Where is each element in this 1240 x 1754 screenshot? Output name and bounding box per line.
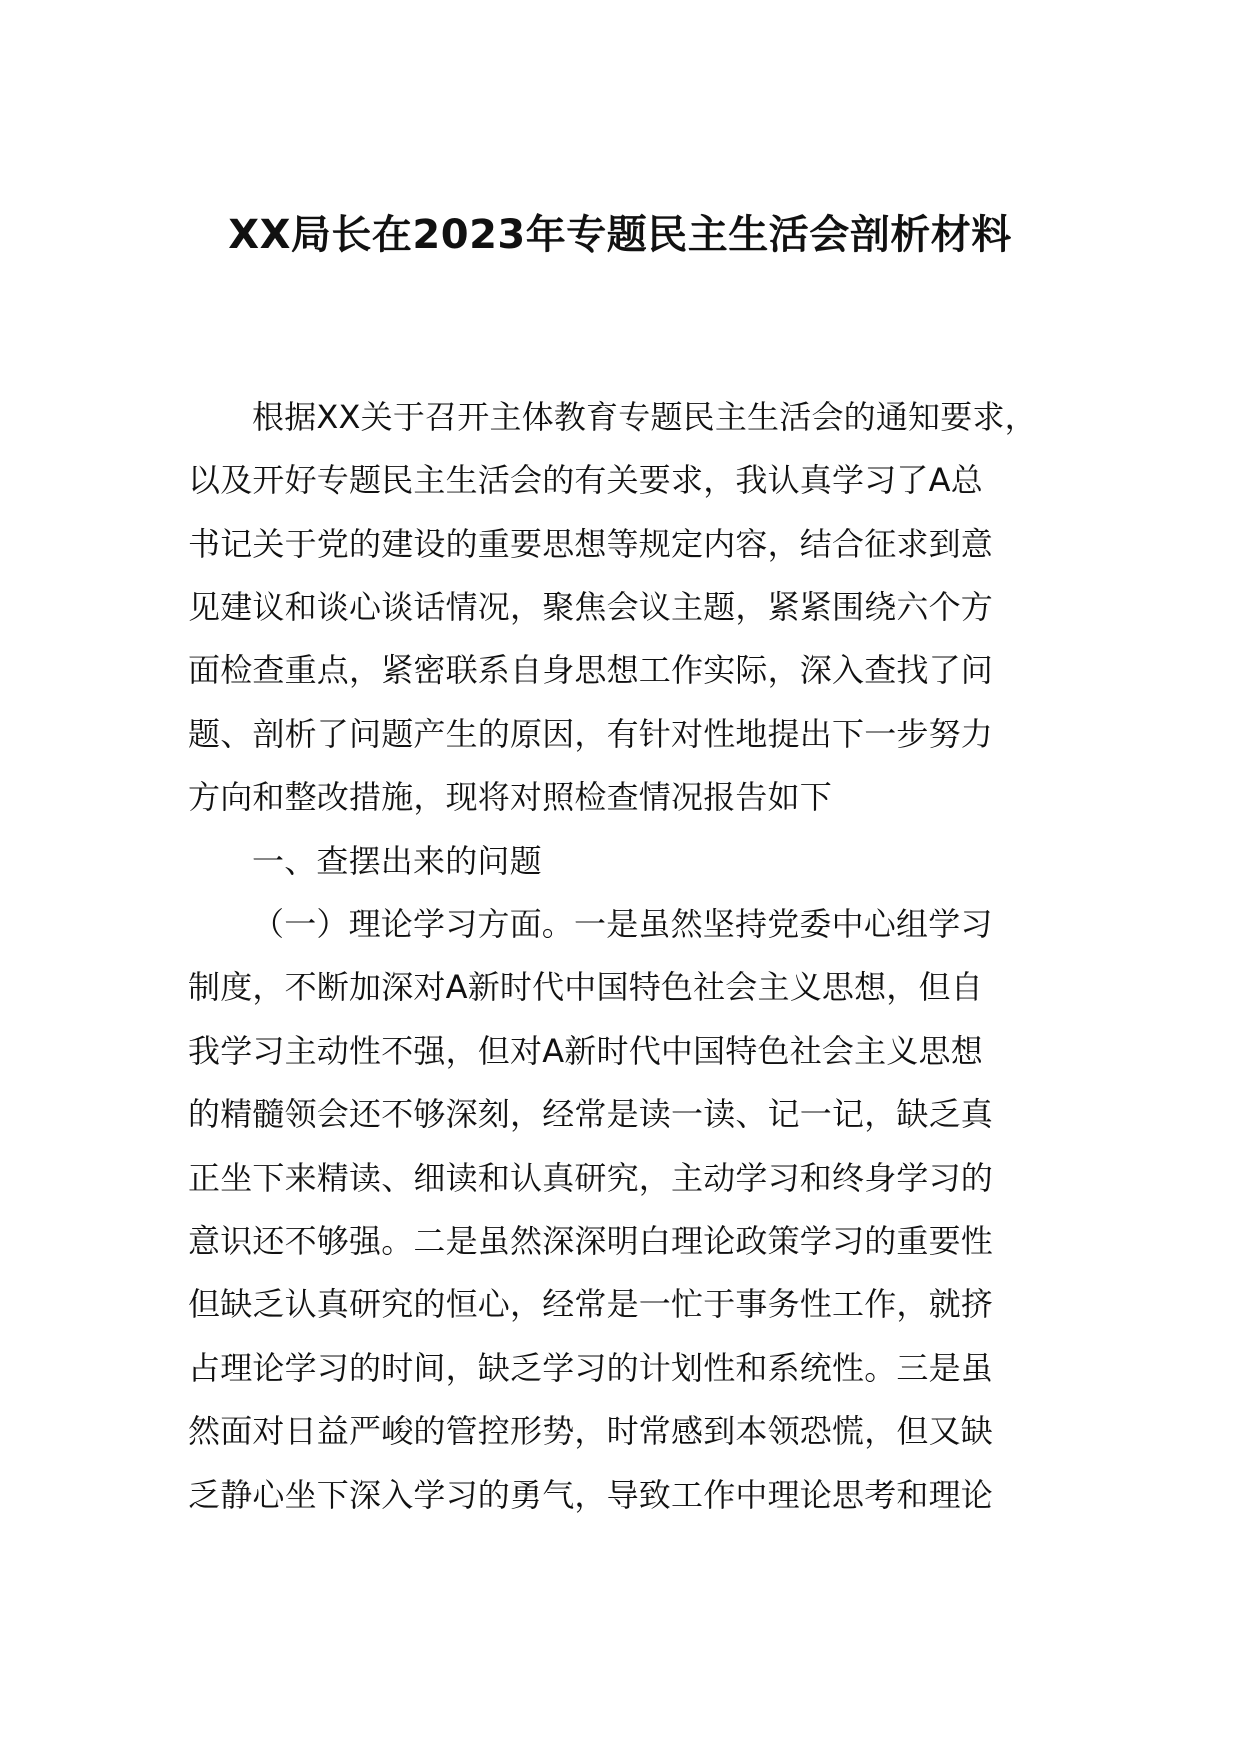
paragraph-line: 根据XX关于召开主体教育专题民主生活会的通知要求， [252,398,1037,436]
paragraph-line: 但缺乏认真研究的恒心，经常是一忙于事务性工作，就挤 [188,1285,994,1323]
paragraph-line: 我学习主动性不强，但对A新时代中国特色社会主义思想 [188,1032,983,1070]
paragraph-line: 书记关于党的建设的重要思想等规定内容，结合征求到意 [188,525,994,563]
paragraph-line: （一）理论学习方面。一是虽然坚持党委中心组学习 [252,905,993,943]
paragraph-line: 题、剖析了问题产生的原因，有针对性地提出下一步努力 [188,715,994,753]
paragraph-line: 意识还不够强。二是虽然深深明白理论政策学习的重要性 [188,1222,994,1260]
paragraph-line: 以及开好专题民主生活会的有关要求，我认真学习了A总 [188,461,983,499]
paragraph-line: 面检查重点，紧密联系自身思想工作实际，深入查找了问 [188,651,994,689]
paragraph-line: 的精髓领会还不够深刻，经常是读一读、记一记，缺乏真 [188,1095,994,1133]
paragraph-line: 见建议和谈心谈话情况，聚焦会议主题，紧紧围绕六个方 [188,588,994,626]
paragraph-line: 然面对日益严峻的管控形势，时常感到本领恐慌，但又缺 [188,1412,994,1450]
document-title: XX局长在2023年专题民主生活会剖析材料 [228,212,1012,258]
paragraph-line: 正坐下来精读、细读和认真研究，主动学习和终身学习的 [188,1159,994,1197]
paragraph-line: 乏静心坐下深入学习的勇气，导致工作中理论思考和理论 [188,1476,994,1514]
paragraph-line: 方向和整改措施，现将对照检查情况报告如下 [188,778,833,816]
paragraph-line: 制度，不断加深对A新时代中国特色社会主义思想，但自 [188,968,983,1006]
paragraph-line: 占理论学习的时间，缺乏学习的计划性和系统性。三是虽 [188,1349,994,1387]
section-heading: 一、查摆出来的问题 [252,842,542,880]
